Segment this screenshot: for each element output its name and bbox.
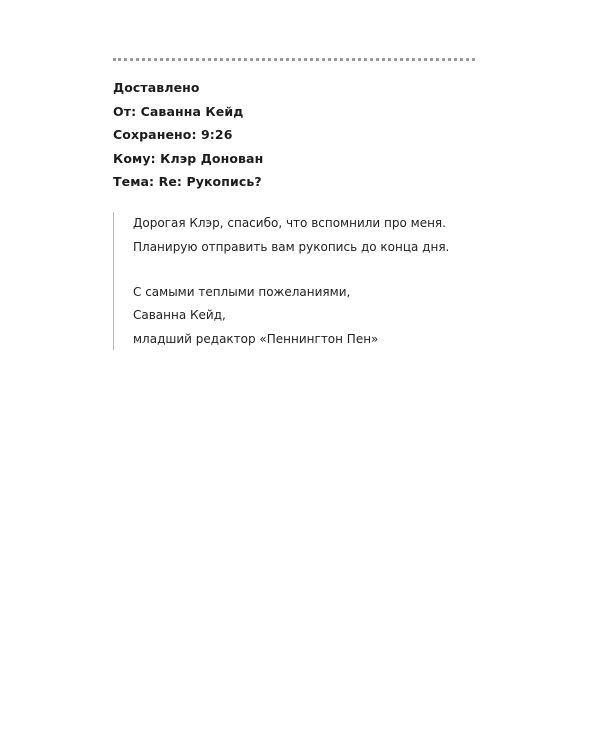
- dotted-divider: [113, 58, 475, 61]
- signature-name: Саванна Кейд,: [133, 308, 226, 322]
- email-to: Кому: Клэр Донован: [113, 150, 264, 166]
- message-line-1: Дорогая Клэр, спасибо, что вспомнили про меня.: [133, 216, 446, 230]
- message-closing: С самыми теплыми пожеланиями,: [133, 285, 351, 299]
- email-subject: Тема: Re: Рукопись?: [113, 174, 262, 189]
- email-from: От: Саванна Кейд: [113, 103, 244, 119]
- email-body: [113, 212, 494, 350]
- email-status: Доставлено: [113, 80, 200, 95]
- signature-title: младший редактор «Пеннингтон Пен»: [133, 332, 379, 346]
- message-line-2: Планирую отправить вам рукопись до конца дня.: [133, 240, 450, 254]
- email-header: [113, 76, 263, 194]
- email-saved-time: Сохранено: 9:26: [113, 127, 233, 142]
